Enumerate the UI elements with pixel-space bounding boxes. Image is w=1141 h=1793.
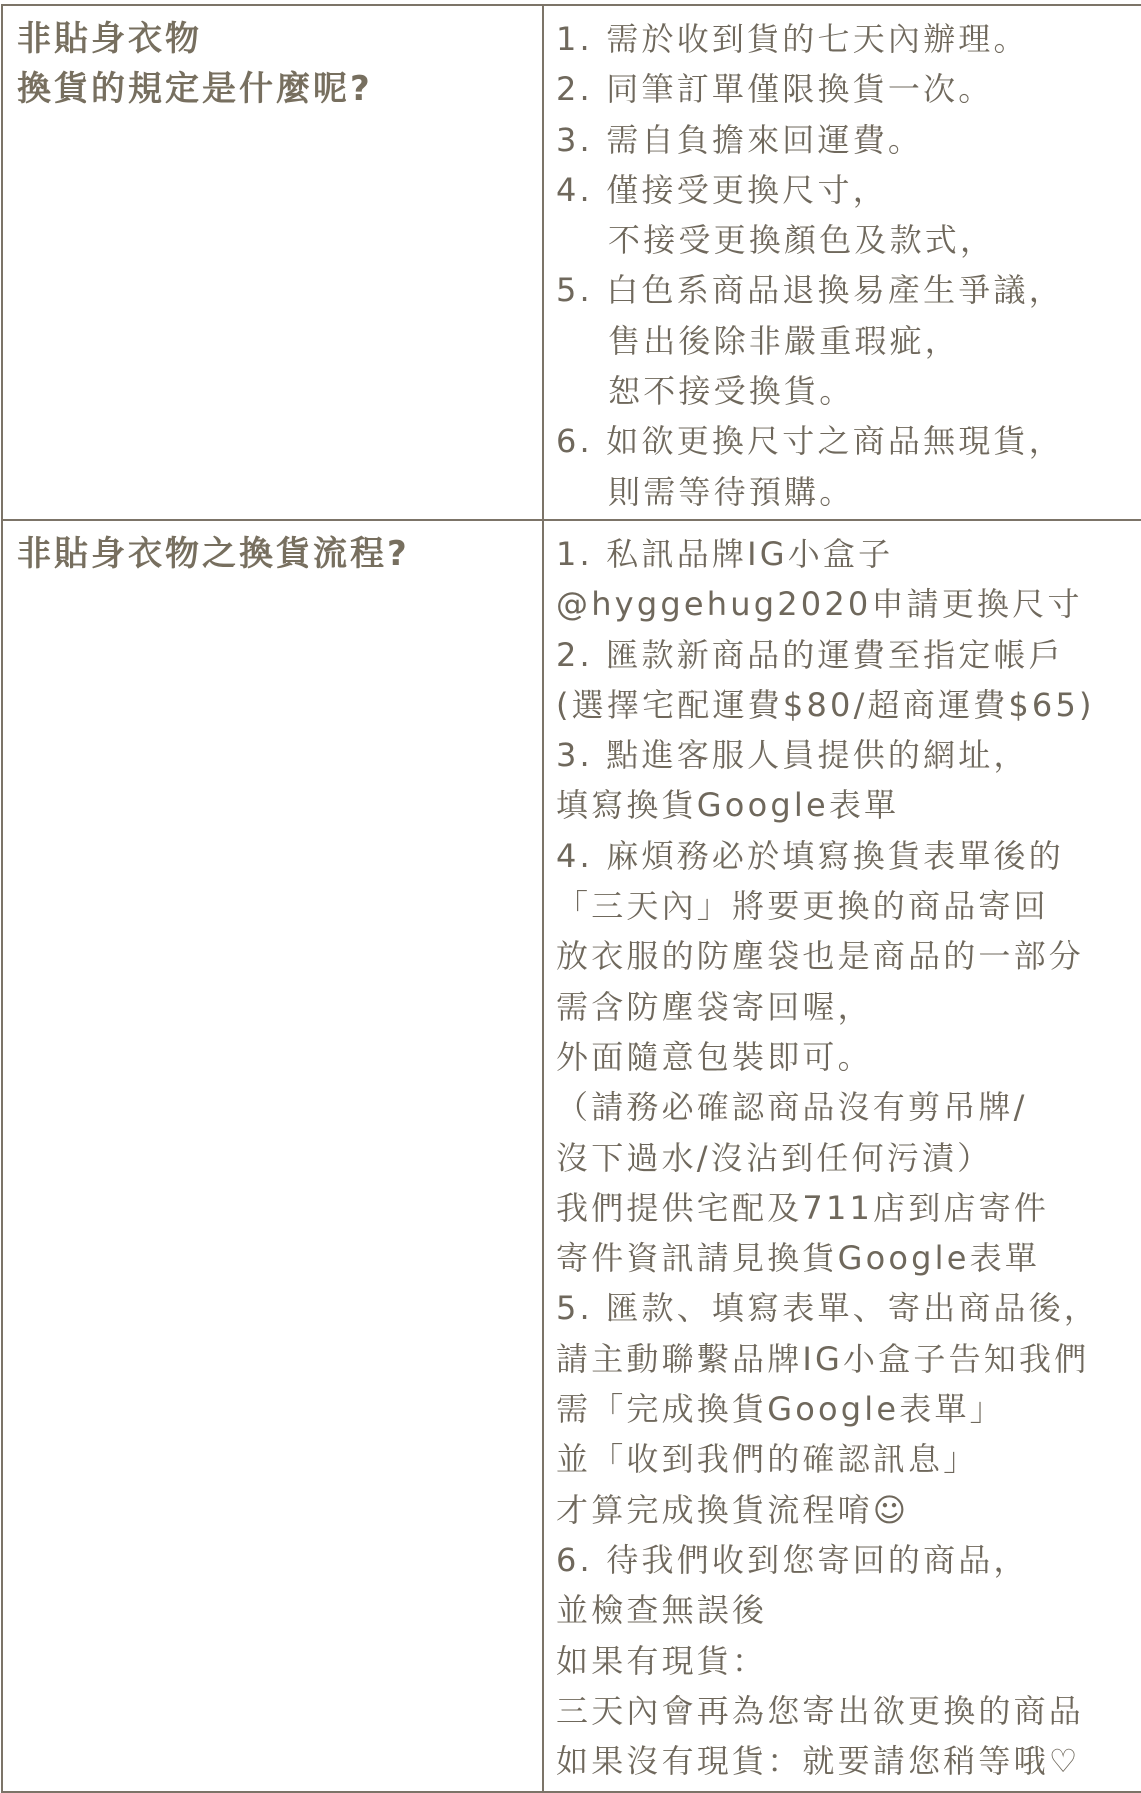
answer-line: 2. 匯款新商品的運費至指定帳戶 bbox=[556, 635, 1064, 674]
answer-line: 「三天內」將要更換的商品寄回 bbox=[556, 887, 1049, 926]
answer-line: 放衣服的防塵袋也是商品的一部分 bbox=[556, 937, 1085, 976]
answer-line: 1. 私訊品牌IG小盒子 bbox=[556, 535, 894, 573]
answer-line: 我們提供宅配及711店到店寄件 bbox=[556, 1188, 1050, 1227]
answer-line: 需「完成換貨Google表單」 bbox=[556, 1390, 1005, 1429]
answer-list bbox=[544, 521, 1141, 1786]
answer-line: 售出後除非嚴重瑕疵， bbox=[608, 321, 961, 360]
answer-line: 三天內會再為您寄出欲更換的商品 bbox=[556, 1691, 1085, 1730]
question-line: 非貼身衣物 bbox=[17, 19, 202, 59]
answer-line: 恕不接受換貨。 bbox=[608, 372, 855, 411]
answer-line: @hyggehug2020申請更換尺寸 bbox=[556, 585, 1083, 624]
question-line: 非貼身衣物之換貨流程? bbox=[17, 534, 410, 574]
answer-line: 4. 僅接受更換尺寸， bbox=[556, 170, 888, 209]
answer-list bbox=[544, 6, 1141, 517]
answer-line: 請主動聯繫品牌IG小盒子告知我們 bbox=[556, 1339, 1090, 1378]
answer-line: 3. 點進客服人員提供的網址， bbox=[556, 736, 1029, 775]
answer-line: (選擇宅配運費$80/超商運費$65) bbox=[556, 685, 1095, 724]
answer-line: 5. 白色系商品退換易產生爭議， bbox=[556, 271, 1064, 310]
answer-line: 則需等待預購。 bbox=[608, 472, 855, 511]
answer-line: （請務必確認商品沒有剪吊牌/ bbox=[556, 1088, 1028, 1127]
table-row bbox=[2, 520, 1141, 1792]
answer-cell bbox=[543, 5, 1141, 520]
answer-line: 沒下過水/沒沾到任何污漬） bbox=[556, 1138, 993, 1177]
answer-line: 寄件資訊請見換貨Google表單 bbox=[556, 1239, 1041, 1278]
answer-line: 才算完成換貨流程唷☺ bbox=[556, 1490, 910, 1529]
question-line: 換貨的規定是什麼呢? bbox=[17, 69, 373, 109]
answer-line: 4. 麻煩務必於填寫換貨表單後的 bbox=[556, 836, 1064, 875]
answer-line: 外面隨意包裝即可。 bbox=[556, 1037, 873, 1076]
answer-line: 5. 匯款、填寫表單、寄出商品後， bbox=[556, 1289, 1100, 1328]
answer-line: 1. 需於收到貨的七天內辦理。 bbox=[556, 20, 1029, 58]
answer-line: 並檢查無誤後 bbox=[556, 1591, 768, 1630]
question-text bbox=[3, 521, 542, 579]
answer-cell bbox=[543, 520, 1141, 1792]
answer-line: 不接受更換顏色及款式， bbox=[608, 221, 996, 260]
exchange-policy-table bbox=[1, 4, 1141, 1793]
answer-line: 如果沒有現貨：就要請您稍等哦♡ bbox=[556, 1742, 1081, 1781]
question-cell bbox=[2, 520, 543, 1792]
answer-line: 並「收到我們的確認訊息」 bbox=[556, 1440, 979, 1479]
answer-line: 如果有現貨： bbox=[556, 1641, 768, 1680]
answer-line: 填寫換貨Google表單 bbox=[556, 786, 900, 825]
answer-line: 需含防塵袋寄回喔， bbox=[556, 987, 873, 1026]
answer-line: 6. 如欲更換尺寸之商品無現貨， bbox=[556, 422, 1064, 461]
answer-line: 6. 待我們收到您寄回的商品， bbox=[556, 1540, 1029, 1579]
answer-line: 3. 需自負擔來回運費。 bbox=[556, 120, 924, 159]
question-text bbox=[3, 6, 542, 114]
answer-line: 2. 同筆訂單僅限換貨一次。 bbox=[556, 70, 994, 109]
table-row bbox=[2, 5, 1141, 520]
question-cell bbox=[2, 5, 543, 520]
